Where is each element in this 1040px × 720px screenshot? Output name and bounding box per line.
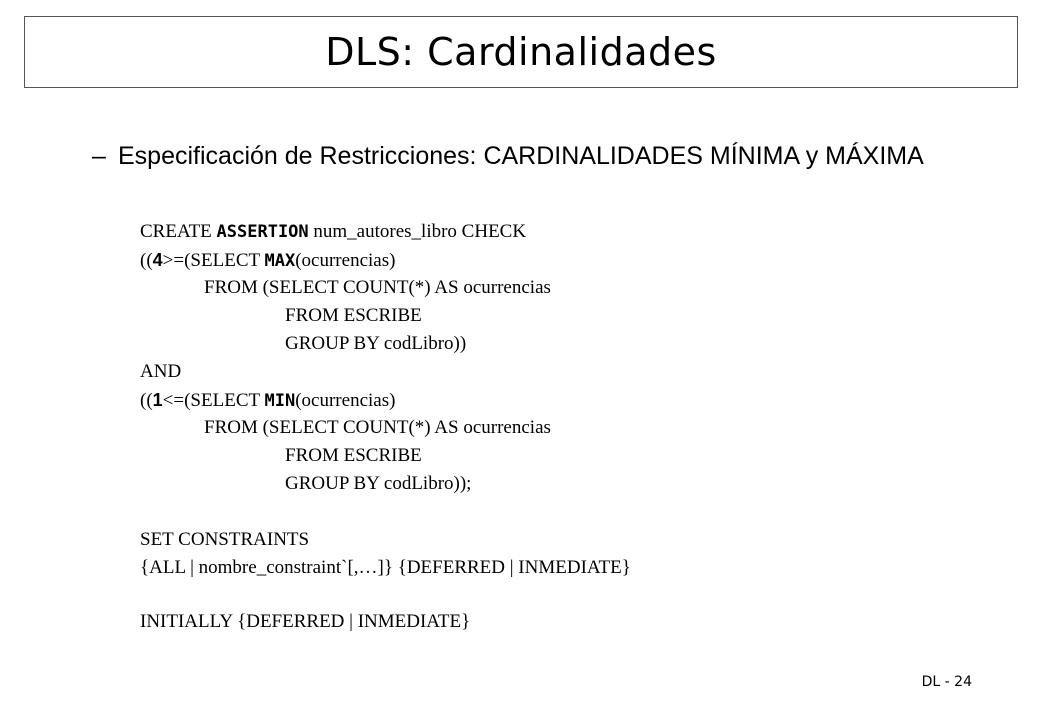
- code-line-10: GROUP BY codLibro));: [285, 473, 472, 494]
- bullet-text: Especificación de Restricciones: CARDINALIDADES MÍNIMA y MÁXIMA: [118, 142, 924, 170]
- code-spacer: [140, 498, 631, 526]
- code-line-9: FROM ESCRIBE: [285, 445, 422, 466]
- code-text: >=(SELECT: [162, 250, 265, 271]
- sql-code-block: [140, 218, 631, 636]
- code-spacer: [140, 582, 631, 608]
- title-box: [24, 16, 1018, 88]
- code-line-13: INITIALLY {DEFERRED | INMEDIATE}: [140, 611, 471, 632]
- slide-title: DLS: Cardinalidades: [325, 30, 717, 74]
- code-line-12: {ALL | nombre_constraint`[,…]} {DEFERRED | INMEDIATE}: [140, 557, 631, 578]
- code-line-3: FROM (SELECT COUNT(*) AS ocurrencias: [204, 277, 551, 298]
- code-text: <=(SELECT: [162, 390, 265, 411]
- bullet-dash: –: [92, 142, 106, 170]
- code-line-6: AND: [140, 361, 182, 382]
- code-keyword: MAX: [264, 251, 296, 271]
- code-number: 1: [152, 390, 163, 410]
- code-line-7: [140, 386, 631, 414]
- code-keyword: ASSERTION: [216, 222, 309, 242]
- code-text: (ocurrencias): [295, 390, 396, 411]
- page-number: DL - 24: [921, 674, 972, 690]
- code-keyword: MIN: [264, 391, 296, 411]
- code-number: 4: [152, 250, 163, 270]
- code-text: (ocurrencias): [295, 250, 396, 271]
- code-line-11: SET CONSTRAINTS: [140, 529, 310, 550]
- code-text: num_autores_libro CHECK: [308, 221, 527, 242]
- code-text: CREATE: [140, 221, 217, 242]
- code-line-2: [140, 246, 631, 274]
- code-line-4: FROM ESCRIBE: [285, 305, 422, 326]
- code-line-5: GROUP BY codLibro)): [285, 333, 467, 354]
- code-text: ((: [140, 390, 153, 411]
- code-line-1: [140, 218, 631, 246]
- code-line-8: FROM (SELECT COUNT(*) AS ocurrencias: [204, 417, 551, 438]
- code-text: ((: [140, 250, 153, 271]
- bullet-item: [92, 142, 924, 171]
